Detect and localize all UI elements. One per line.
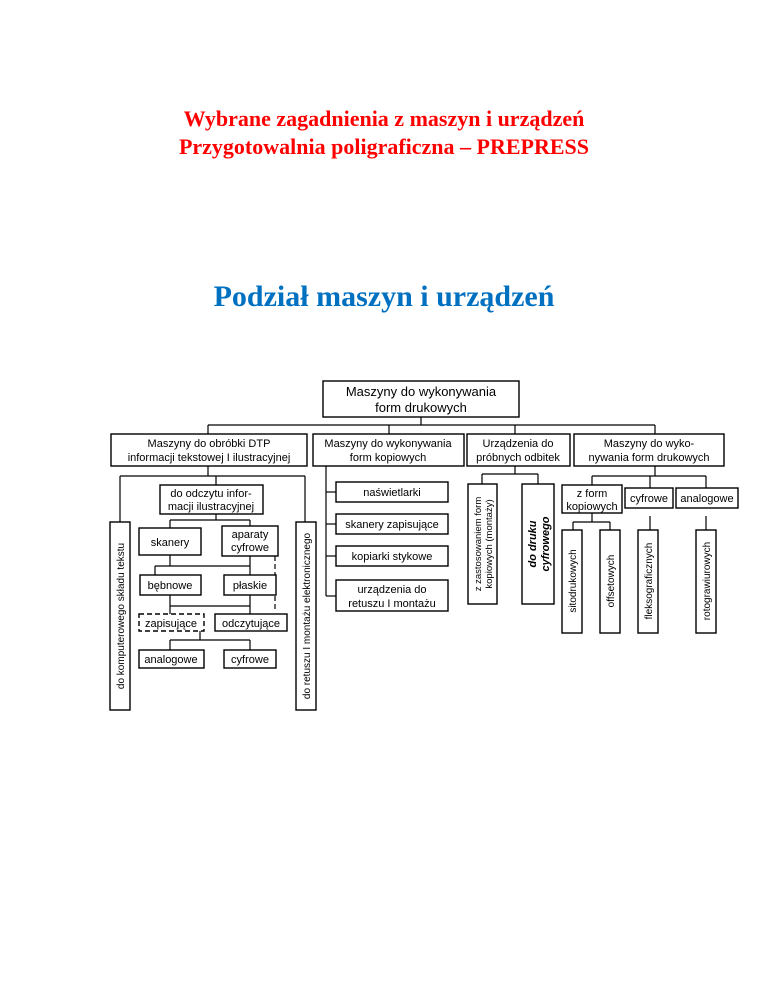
svg-text:bębnowe: bębnowe xyxy=(147,580,193,592)
node-sklad-tekstu xyxy=(110,522,130,710)
node-sitodrukowych xyxy=(562,530,582,633)
node-retusz-elektroniczny xyxy=(296,522,316,710)
node-plaskie xyxy=(224,575,276,595)
category-formy-drukowe xyxy=(574,434,724,466)
document-title-line-1: Wybrane zagadnienia z maszyn i urządzeń xyxy=(183,106,585,131)
node-druk-cyfrowy xyxy=(522,484,554,604)
svg-text:cyfrowe: cyfrowe xyxy=(231,542,269,554)
svg-text:Maszyny do wykonywania: Maszyny do wykonywania xyxy=(324,438,452,450)
svg-text:Urządzenia do: Urządzenia do xyxy=(482,438,554,450)
node-cyfrowe xyxy=(224,650,276,668)
svg-text:próbnych odbitek: próbnych odbitek xyxy=(476,452,560,464)
svg-text:skanery zapisujące: skanery zapisujące xyxy=(345,519,439,531)
node-bebnowe xyxy=(140,575,201,595)
category-dtp xyxy=(111,434,307,466)
svg-text:Maszyny do obróbki DTP: Maszyny do obróbki DTP xyxy=(147,438,271,450)
node-analogowe xyxy=(139,650,204,668)
svg-text:analogowe: analogowe xyxy=(680,493,734,505)
root-node xyxy=(323,381,519,417)
svg-text:urządzenia do: urządzenia do xyxy=(357,584,427,596)
svg-text:cyfrowe: cyfrowe xyxy=(231,654,269,666)
svg-text:Maszyny do wyko-: Maszyny do wyko- xyxy=(603,438,695,450)
svg-text:kopiowych (montaży): kopiowych (montaży) xyxy=(484,499,495,589)
svg-text:zapisujące: zapisujące xyxy=(145,618,197,630)
node-skanery-zapisujace xyxy=(336,514,448,534)
node-odczyt-ilustracji xyxy=(160,485,263,514)
svg-text:cyfrowego: cyfrowego xyxy=(540,516,552,572)
svg-text:z zastosowaniem form: z zastosowaniem form xyxy=(473,496,484,592)
category-form-kopiowe xyxy=(313,434,464,466)
svg-text:informacji tekstowej I ilustra: informacji tekstowej I ilustracyjnej xyxy=(127,452,291,464)
svg-text:skanery: skanery xyxy=(150,537,190,549)
svg-text:offsetowych: offsetowych xyxy=(606,554,617,608)
node-offsetowych xyxy=(600,530,620,633)
category-probne-odbitki xyxy=(467,434,570,466)
node-aparaty-cyfrowe xyxy=(222,526,278,556)
svg-text:nywania form drukowych: nywania form drukowych xyxy=(588,452,710,464)
svg-text:płaskie: płaskie xyxy=(232,580,268,592)
node-odczytujace xyxy=(215,614,287,631)
node-rotograwiurowych xyxy=(696,530,716,633)
svg-text:do odczytu infor-: do odczytu infor- xyxy=(170,488,252,500)
node-kopiarki-stykowe xyxy=(336,546,448,566)
node-cyfrowe-formy xyxy=(625,488,673,508)
svg-text:rotograwiurowych: rotograwiurowych xyxy=(702,541,713,621)
node-z-form-kopiowych-montazy xyxy=(468,484,497,604)
node-skanery xyxy=(139,528,201,555)
node-analogowe-formy xyxy=(676,488,738,508)
svg-text:kopiowych: kopiowych xyxy=(566,501,618,513)
node-z-form-kopiowych xyxy=(562,485,622,513)
svg-text:z form: z form xyxy=(576,488,608,500)
svg-text:cyfrowe: cyfrowe xyxy=(630,493,668,505)
node-urzadzenia-retuszu xyxy=(336,580,448,611)
node-naswietlarki xyxy=(336,482,448,502)
svg-text:kopiarki stykowe: kopiarki stykowe xyxy=(351,551,433,563)
svg-text:form drukowych: form drukowych xyxy=(375,400,467,415)
svg-text:naświetlarki: naświetlarki xyxy=(363,487,421,499)
section-title: Podział maszyn i urządzeń xyxy=(213,280,555,313)
svg-text:retuszu I montażu: retuszu I montażu xyxy=(348,598,436,610)
node-zapisujace xyxy=(139,614,204,631)
svg-text:fleksograficznych: fleksograficznych xyxy=(644,542,655,620)
svg-text:analogowe: analogowe xyxy=(144,654,198,666)
svg-text:sitodrukowych: sitodrukowych xyxy=(568,549,579,613)
svg-text:form kopiowych: form kopiowych xyxy=(349,452,427,464)
svg-text:do komputerowego składu tekstu: do komputerowego składu tekstu xyxy=(116,542,127,690)
svg-text:aparaty: aparaty xyxy=(231,529,269,541)
svg-text:odczytujące: odczytujące xyxy=(221,618,281,630)
document-title-line-2: Przygotowalnia poligraficzna – PREPRESS xyxy=(178,134,590,159)
node-fleksograficznych xyxy=(638,530,658,633)
svg-text:do druku: do druku xyxy=(527,520,539,568)
svg-text:Maszyny do wykonywania: Maszyny do wykonywania xyxy=(345,384,497,399)
svg-text:macji ilustracyjnej: macji ilustracyjnej xyxy=(167,501,255,513)
svg-text:do retuszu I montażu elektroni: do retuszu I montażu elektronicznego xyxy=(302,532,313,700)
